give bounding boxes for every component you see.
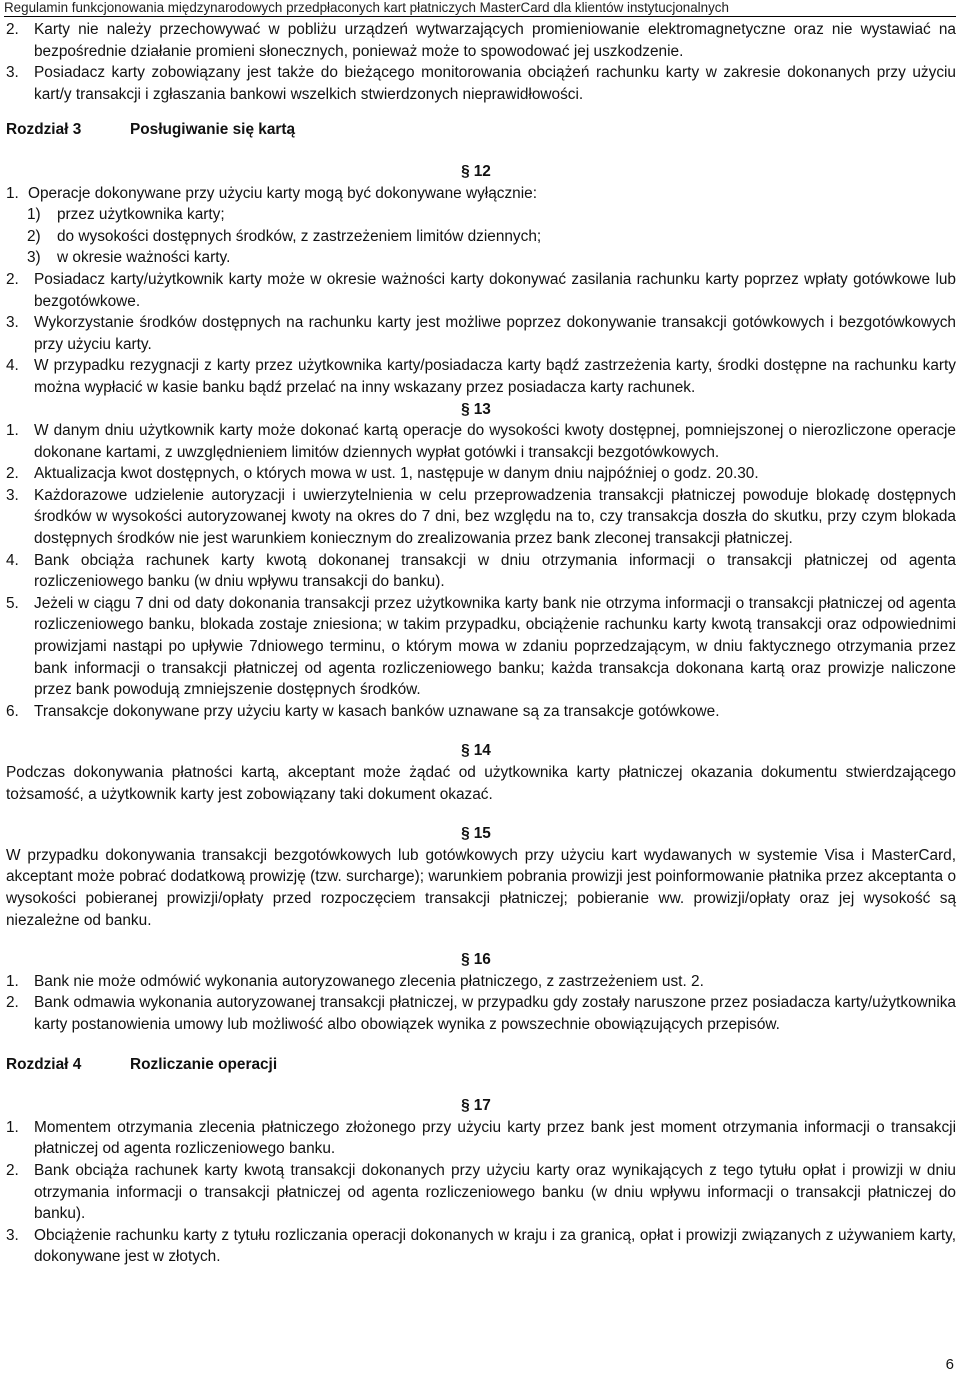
item-text: Jeżeli w ciągu 7 dni od daty dokonania transakcji przez użytkownika karty bank nie otrzyma informacji o transakcji płatniczej od agenta rozliczeniowego banku, blokada zostaje zniesiona; w takim przypadku, obciążenie rachunku karty kwotą transakcji oraz odpowiednimi prowizjami nastąpi po upływie 7dniowego terminu, o którym mowa w zdaniu poprzedzającym, w dniu faktycznego otrzymania przez bank informacji o transakcji płatniczej od agenta rozliczeniowego banku; każda transakcja dokonana kartą oraz prowizje naliczone przez bank powodują zmniejszenie dostępnych środków.	[34, 594, 956, 699]
sub-item-number: 2)	[27, 227, 41, 245]
list-item	[6, 62, 956, 105]
section-number-value: 16	[473, 951, 491, 969]
list-item	[6, 183, 956, 205]
list-item	[6, 312, 956, 355]
item-number: 2.	[6, 270, 19, 288]
paragraph: W przypadku dokonywania transakcji bezgotówkowych lub gotówkowych przy użyciu kart wydawanych w systemie Visa i MasterCard, akceptant może pobrać dodatkową prowizję (tzw. surcharge); warunkiem pobrania prowizji jest poinformowanie płatnika przez akceptanta o wysokości pobieranej prowizji/opłaty przed rozpoczęciem transakcji płatniczej; pobieranie ww. prowizji/opłaty oraz jej wysokość są niezależne od banku.	[6, 846, 956, 929]
list-item	[6, 1117, 956, 1160]
page-header: Regulamin funkcjonowania międzynarodowych przedpłaconych kart płatniczych MasterCard dla klientów instytucjonalnych	[4, 0, 956, 17]
section-sign: §	[461, 825, 470, 843]
sub-item-number: 3)	[27, 249, 41, 267]
item-number: 1.	[6, 184, 19, 202]
section-number-value: 12	[473, 162, 491, 180]
list-item	[6, 485, 956, 550]
sub-item	[6, 226, 956, 248]
item-text: Bank obciąża rachunek karty kwotą dokonanej transakcji w dniu otrzymania informacji o transakcji płatniczej od agenta rozliczeniowego banku (w dniu wpływu transakcji do banku).	[34, 551, 956, 591]
list-item	[6, 269, 956, 312]
item-number: 4.	[6, 357, 19, 375]
section-number	[0, 1095, 956, 1117]
chapter-label: Rozdział 4	[6, 1055, 82, 1073]
section-number	[0, 740, 956, 762]
list-item	[6, 593, 956, 701]
item-text: Operacje dokonywane przy użyciu karty mogą być dokonywane wyłącznie:	[28, 184, 537, 202]
item-text: Posiadacz karty zobowiązany jest także do bieżącego monitorowania obciążeń rachunku karty w zakresie dokonanych przy użyciu kart/y transakcji i zgłaszania bankowi wszelkich stwierdzonych nieprawidłowości.	[34, 64, 956, 103]
item-text: Posiadacz karty/użytkownik karty może w okresie ważności karty dokonywać zasilania rachunku karty poprzez wpłaty gotówkowe lub bezgotówkowe.	[34, 270, 956, 310]
item-text: W danym dniu użytkownik karty może dokonać kartą operacje do wysokości kwoty dostępnej, pomniejszonej o nierozliczone operacje dokonane kartami, z uwzględnieniem limitów dziennych wypłat gotówki i transakcji bezgotówkowych.	[34, 422, 956, 461]
item-number: 3.	[6, 1226, 19, 1244]
item-number: 1.	[6, 1118, 19, 1136]
list-item	[6, 550, 956, 593]
chapter-title: Rozliczanie operacji	[130, 1055, 278, 1073]
item-number: 3.	[6, 486, 19, 504]
item-number: 4.	[6, 551, 19, 569]
document-body	[6, 19, 956, 1268]
list-item	[6, 463, 956, 485]
list-item	[6, 355, 956, 398]
list-item	[6, 701, 956, 723]
item-number: 2.	[6, 994, 19, 1012]
section-sign: §	[461, 1097, 470, 1115]
item-text: Wykorzystanie środków dostępnych na rachunku karty jest możliwe poprzez dokonywanie transakcji gotówkowych i bezgotówkowych przy użyciu karty.	[34, 314, 956, 353]
chapter-heading	[6, 119, 956, 141]
item-number: 3.	[6, 314, 19, 332]
list-item	[6, 19, 956, 62]
sub-item	[6, 247, 956, 269]
item-number: 2.	[6, 21, 19, 38]
sub-item-text: przez użytkownika karty;	[57, 206, 225, 224]
section-number	[0, 823, 956, 845]
section-sign: §	[461, 951, 470, 969]
item-text: Transakcje dokonywane przy użyciu karty w kasach banków uznawane są za transakcje gotówkowe.	[34, 702, 720, 720]
item-number: 3.	[6, 64, 19, 82]
list-item	[6, 971, 956, 993]
item-text: Obciążenie rachunku karty z tytułu rozliczania operacji dokonanych w kraju i za granicą, opłat i prowizji związanych z używaniem karty, dokonywane jest w złotych.	[34, 1226, 956, 1266]
list-item	[6, 1160, 956, 1225]
item-text: Bank odmawia wykonania autoryzowanej transakcji płatniczej, w przypadku gdy zostały naruszone przez posiadacza karty/użytkownika karty postanowienia umowy lub możliwość albo obowiązek wynika z powszechnie obowiązujących przepisów.	[34, 994, 956, 1033]
section-number	[0, 949, 956, 971]
item-number: 5.	[6, 594, 19, 612]
item-text: Każdorazowe udzielenie autoryzacji i uwierzytelnienia w celu przeprowadzenia transakcji płatniczej powoduje blokadę dostępnych środków w wysokości autoryzowanej kwoty na okres do 7 dni, bez względu na to, czy transakcja doszła do skutku, przy czym blokada dostępnych środków nie jest warunkiem koniecznym do zrealizowania przez bank zleconej transakcji płatniczej.	[34, 486, 956, 548]
list-item	[6, 1225, 956, 1268]
section-sign: §	[461, 742, 470, 760]
section-number-value: 15	[473, 825, 491, 843]
list-item	[6, 992, 956, 1035]
section-number-value: 17	[473, 1097, 491, 1115]
item-number: 2.	[6, 1161, 19, 1179]
item-text: Karty nie należy przechowywać w pobliżu urządzeń wytwarzających promieniowanie elektromagnetyczne oraz nie wystawiać na bezpośrednie działanie promieni słonecznych, ponieważ może to spowodować jej uszkodzenie.	[34, 21, 956, 60]
sub-item	[6, 204, 956, 226]
section-number	[0, 161, 956, 183]
item-text: Bank obciąża rachunek karty kwotą transakcji dokonanych przy użyciu karty oraz wynikających z tego tytułu opłat i prowizji w dniu otrzymania informacji o transakcji płatniczej od agenta rozliczeniowego banku (w dniu wpływu informacji o transakcji płatniczej do banku).	[34, 1161, 956, 1223]
section-number-value: 13	[473, 400, 491, 418]
sub-item-number: 1)	[27, 206, 41, 224]
chapter-label: Rozdział 3	[6, 121, 82, 139]
sub-item-text: do wysokości dostępnych środków, z zastrzeżeniem limitów dziennych;	[57, 227, 542, 245]
item-number: 1.	[6, 422, 19, 440]
sub-item-text: w okresie ważności karty.	[57, 249, 231, 267]
chapter-title: Posługiwanie się kartą	[130, 121, 296, 139]
chapter-heading	[6, 1054, 956, 1076]
section-number-value: 14	[473, 742, 491, 760]
paragraph: Podczas dokonywania płatności kartą, akceptant może żądać od użytkownika karty płatniczej okazania dokumentu stwierdzającego tożsamość, a użytkownik karty jest zobowiązany taki dokument okazać.	[6, 764, 956, 803]
item-number: 6.	[6, 702, 19, 720]
section-sign: §	[461, 400, 470, 418]
list-item	[6, 420, 956, 463]
section-number	[0, 399, 956, 421]
item-text: Bank nie może odmówić wykonania autoryzowanego zlecenia płatniczego, z zastrzeżeniem ust. 2.	[34, 972, 704, 990]
item-text: Momentem otrzymania zlecenia płatniczego złożonego przy użyciu karty przez bank jest moment otrzymania informacji o transakcji płatniczej od agenta rozliczeniowego banku.	[34, 1118, 956, 1158]
item-number: 2.	[6, 465, 19, 483]
section-sign: §	[461, 162, 470, 180]
page-number: 6	[945, 1356, 954, 1373]
item-text: Aktualizacja kwot dostępnych, o których mowa w ust. 1, następuje w danym dniu najpóźniej o godz. 20.30.	[34, 465, 759, 483]
item-number: 1.	[6, 972, 19, 990]
item-text: W przypadku rezygnacji z karty przez użytkownika karty/posiadacza karty bądź zastrzeżenia karty, środki dostępne na rachunku karty można wypłacić w kasie banku bądź przelać na inny wskazany przez posiadacza karty rachunek.	[34, 357, 956, 396]
